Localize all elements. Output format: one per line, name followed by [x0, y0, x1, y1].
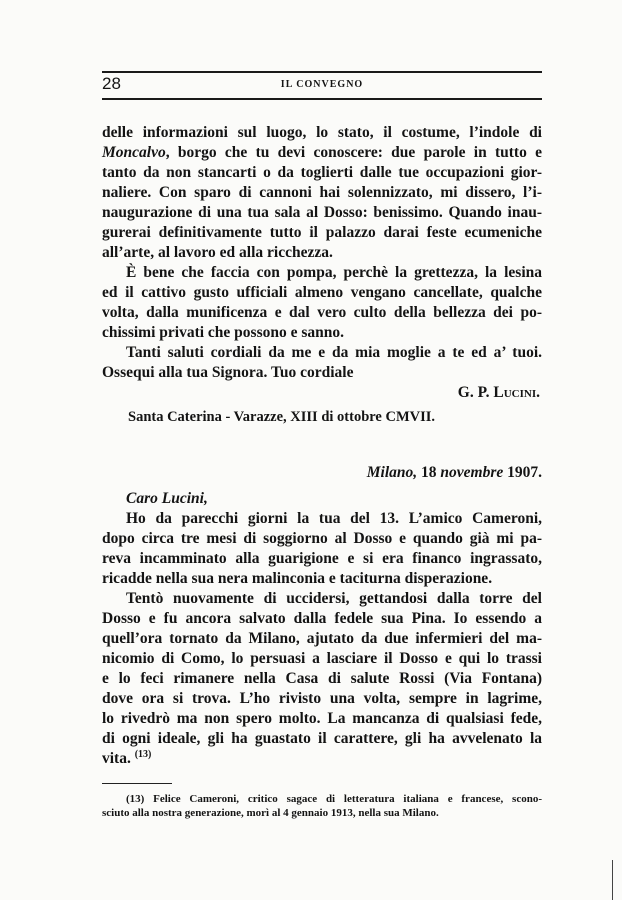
text-line: Dosso e fu ancora salvato dalla fedele sua Pina. Io essendo a — [102, 610, 542, 627]
header-top-rule — [102, 71, 542, 73]
text-line: È bene che faccia con pompa, perchè la grettezza, la lesina — [126, 264, 542, 281]
text-span: , borgo che tu devi conoscere: due parole in tutto e — [165, 144, 542, 161]
text-line — [102, 749, 542, 769]
header-bottom-rule — [102, 98, 542, 100]
text-line: Tentò nuovamente di uccidersi, gettandosi dalla torre del — [126, 590, 542, 607]
footnote — [102, 792, 542, 820]
text-line: naugurazione di una tua sala al Dosso: benissimo. Quando inau- — [102, 204, 542, 221]
footnote-line: sciuto alla nostra generazione, morì al 4 gennaio 1913, nella sua Milano. — [102, 807, 439, 819]
text-line: Ho da parecchi giorni la tua del 13. L’amico Cameroni, — [126, 510, 542, 527]
letter1-body — [102, 123, 542, 403]
salutation — [102, 489, 542, 509]
text-line: Tanti saluti cordiali da me e da mia moglie a te ed a’ tuoi. — [126, 344, 542, 361]
date-day: 18 — [421, 464, 437, 481]
date-place: Milano, — [366, 464, 418, 481]
footnote-line: (13) Felice Cameroni, critico sagace di letteratura italiana e francese, scono- — [126, 793, 542, 805]
scan-edge — [612, 860, 613, 900]
date-year: 1907. — [507, 464, 542, 481]
text-line: reva incamminato alla guarigione e si era financo ingrassato, — [102, 550, 542, 567]
text-line: Ossequi alla tua Signora. Tuo cordiale — [102, 364, 354, 381]
page-body — [102, 123, 542, 820]
text-line: chissimi privati che possono e sanno. — [102, 324, 345, 341]
text-line: quell’ora tornato da Milano, ajutato da due infermieri del ma- — [102, 630, 542, 647]
text-line: dove ora si trova. L’ho rivisto una volta, sempre in lagrime, — [102, 690, 542, 707]
text-line: dopo circa tre mesi di soggiorno al Dosso e quando già mi pa- — [102, 530, 542, 547]
place-name: Moncalvo — [102, 144, 166, 161]
text-line: all’arte, al lavoro ed alla ricchezza. — [102, 244, 333, 261]
text-span: vita. — [102, 750, 131, 767]
running-title: IL CONVEGNO — [280, 79, 364, 90]
place-date: Santa Caterina - Varazze, XIII di ottobre CMVII. — [128, 409, 436, 425]
text-line: ricadde nella sua nera malinconia e taciturna disperazione. — [102, 570, 493, 587]
letter2-dateline — [102, 463, 542, 483]
text-line: delle informazioni sul luogo, lo stato, il costume, l’indole di — [102, 124, 542, 141]
text-line: ed il cattivo gusto ufficiali almeno vengano cancellate, qualche — [102, 284, 542, 301]
salutation-text: Caro Lucini, — [126, 490, 208, 507]
signature-text: G. P. Lucini. — [457, 384, 540, 401]
text-line: di ogni ideale, gli ha guastato il carattere, gli ha avvelenato la — [102, 730, 542, 747]
footnote-rule — [102, 783, 172, 784]
signature — [102, 383, 542, 403]
letter2-body — [102, 489, 542, 769]
text-line: nicomio di Como, lo persuasi a lasciare il Dosso e qui lo trassi — [102, 650, 542, 667]
text-line: tanto da non stancarti o da toglierti dalle tue occupazioni gior- — [102, 164, 542, 181]
text-line: naliere. Con sparo di cannoni hai solennizzato, mi dissero, l’i- — [102, 184, 542, 201]
page-number: 28 — [102, 74, 121, 93]
text-line: e lo feci rimanere nella Casa di salute Rossi (Via Fontana) — [102, 670, 542, 687]
text-line: gurerai definitivamente tutto il palazzo darai feste ecumeniche — [102, 224, 542, 241]
date-month: novembre — [440, 464, 504, 481]
text-line — [102, 143, 542, 163]
footnote-reference: (13) — [134, 748, 152, 760]
text-line: volta, dalla munificenza e dal vero culto della bellezza dei po- — [102, 304, 542, 321]
text-line: lo rivedrò ma non spero molto. La mancanza di qualsiasi fede, — [102, 710, 542, 727]
